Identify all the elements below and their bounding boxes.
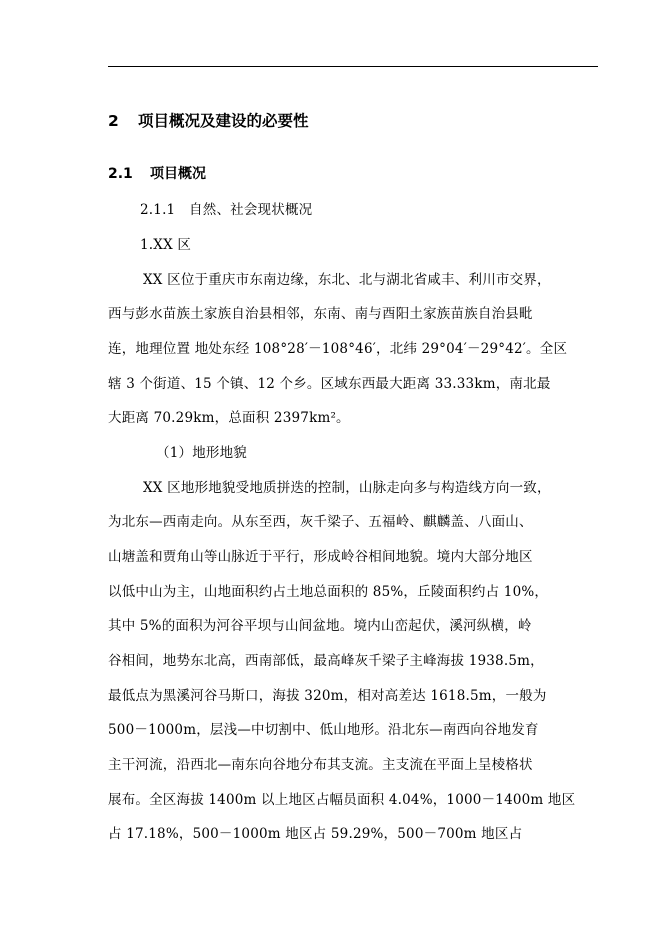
section-number: 2.1 <box>108 166 133 182</box>
text-line: 其中 5%的面积为河谷平坝与山间盆地。境内山峦起伏，溪河纵横，岭 <box>108 618 532 634</box>
text-line: 连，地理位置 地处东经 108°28′－108°46′，北纬 29°04′－29°42′。全区 <box>108 341 568 357</box>
chapter-heading <box>108 109 309 131</box>
text-line: 占 17.18%，500－1000m 地区占 59.29%，500－700m 地区占 <box>108 826 523 842</box>
text-line: 最低点为黑溪河谷马斯口，海拔 320m，相对高差达 1618.5m，一般为 <box>108 688 547 704</box>
text-line: XX 区位于重庆市东南边缘，东北、北与湖北省咸丰、利川市交界， <box>143 272 551 288</box>
text-line: 山塘盖和贾角山等山脉近于平行，形成岭谷相间地貌。境内大部分地区 <box>108 549 533 565</box>
text-line: 西与彭水苗族土家族自治县相邻，东南、南与酉阳土家族苗族自治县毗 <box>108 306 533 322</box>
item-heading: （1）地形地貌 <box>156 445 247 461</box>
subsection-heading: 2.1.1 自然、社会现状概况 <box>140 202 313 218</box>
section-heading <box>108 163 206 183</box>
text-line: 展布。全区海拔 1400m 以上地区占幅员面积 4.04%，1000－1400m 地区 <box>108 792 576 808</box>
text-line: 为北东—西南走向。从东至西，灰千梁子、五福岭、麒麟盖、八面山、 <box>108 514 533 530</box>
chapter-number: 2 <box>108 112 119 130</box>
text-line: 谷相间，地势东北高，西南部低，最高峰灰千梁子主峰海拔 1938.5m， <box>108 653 544 669</box>
text-line: XX 区地形地貌受地质拼迭的控制，山脉走向多与构造线方向一致， <box>143 480 551 496</box>
chapter-title: 项目概况及建设的必要性 <box>138 112 309 130</box>
text-line: 辖 3 个街道、15 个镇、12 个乡。区域东西最大距离 33.33km，南北最 <box>108 376 551 392</box>
item-heading: 1.XX 区 <box>140 237 192 253</box>
header-rule <box>108 66 598 67</box>
section-title: 项目概况 <box>150 166 206 182</box>
text-line: 500－1000m，层浅—中切割中、低山地形。沿北东—南西向谷地发育 <box>108 722 539 738</box>
text-line: 大距离 70.29km，总面积 2397km²。 <box>108 410 350 426</box>
text-line: 主干河流，沿西北—南东向谷地分布其支流。主支流在平面上呈棱格状 <box>108 757 533 773</box>
text-line: 以低中山为主，山地面积约占土地总面积的 85%，丘陵面积约占 10%， <box>108 584 549 600</box>
